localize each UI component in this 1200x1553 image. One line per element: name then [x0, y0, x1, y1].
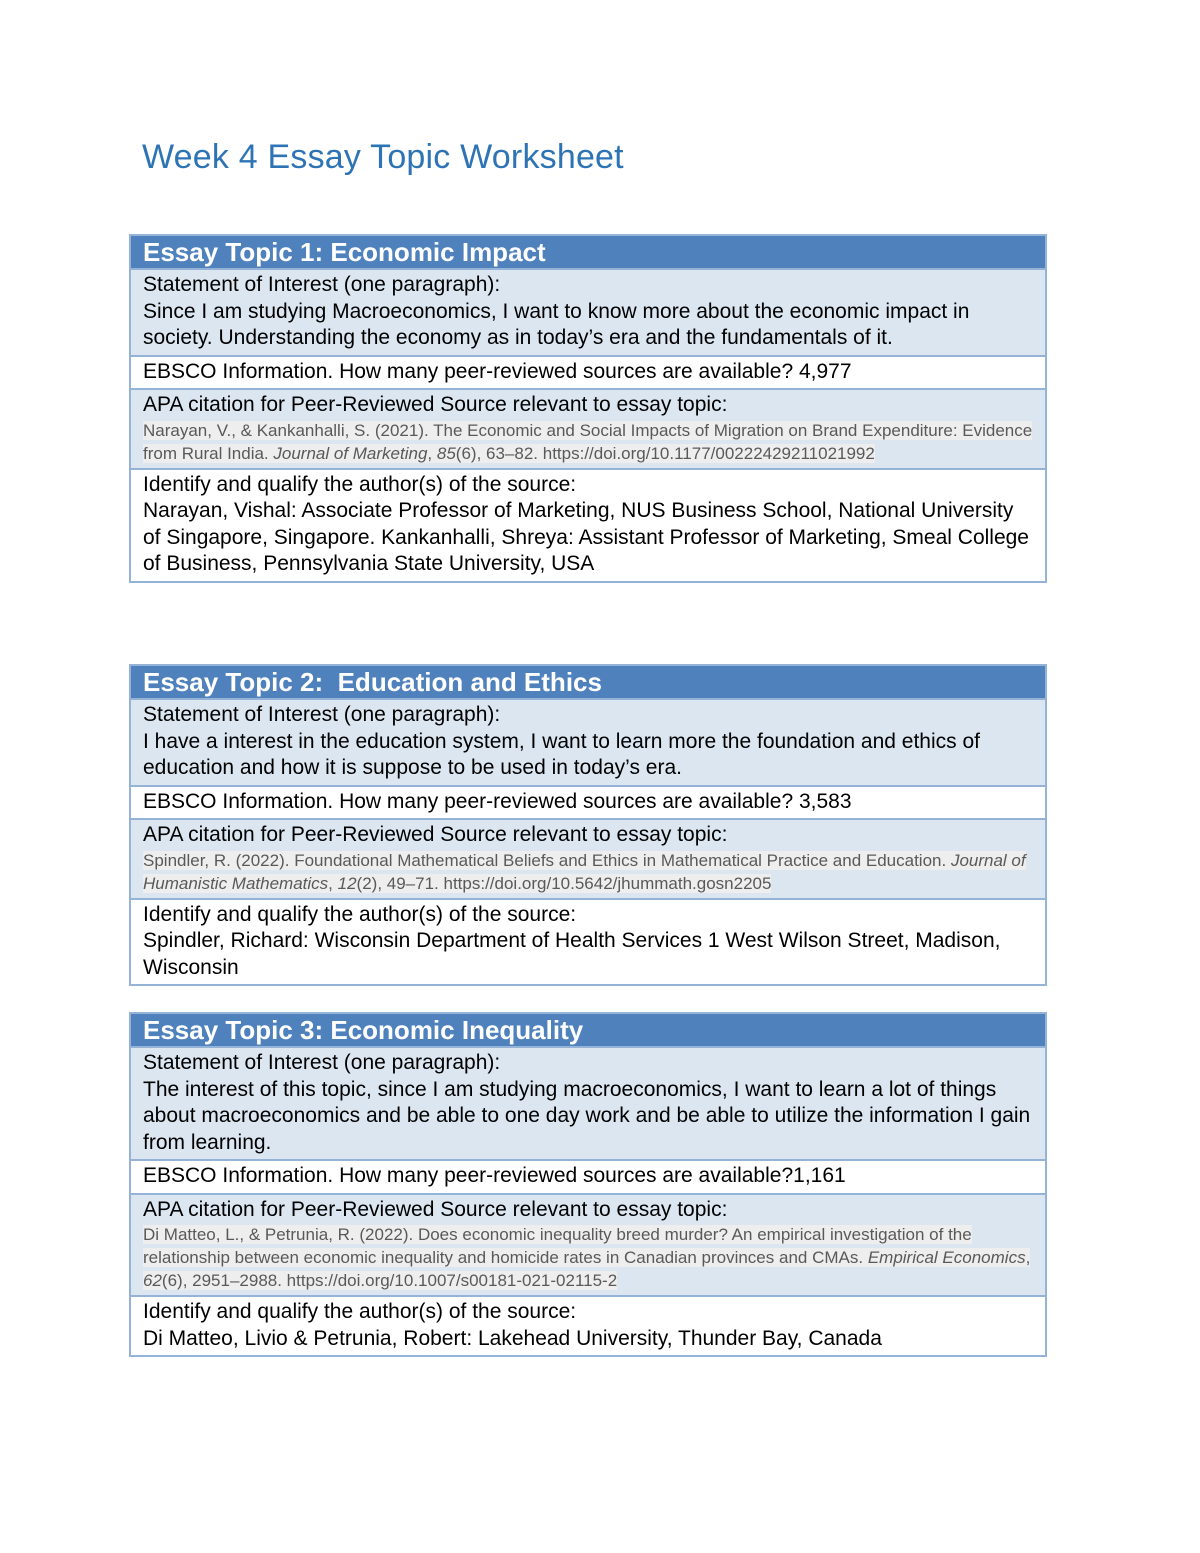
author-cell	[131, 898, 1045, 985]
topic-header: Essay Topic 3: Economic Inequality	[131, 1014, 1045, 1046]
ebsco-count: 1,161	[793, 1164, 846, 1187]
ebsco-label: EBSCO Information. How many peer-reviewed sources are available?	[143, 789, 794, 813]
citation-volume: 62	[143, 1271, 162, 1290]
essay-topic-3-table	[129, 1012, 1047, 1357]
apa-citation	[143, 1223, 1033, 1292]
ebsco-count: 3,583	[793, 789, 852, 813]
author-cell	[131, 1295, 1045, 1355]
statement-label: Statement of Interest (one paragraph):	[143, 1051, 501, 1074]
author-text: Di Matteo, Livio & Petrunia, Robert: Lakehead University, Thunder Bay, Canada	[143, 1326, 882, 1350]
apa-citation	[143, 849, 1033, 895]
author-label: Identify and qualify the author(s) of the source:	[143, 1300, 577, 1323]
author-text: Spindler, Richard: Wisconsin Department of Health Services 1 West Wilson Street, Madison, Wisconsin	[143, 929, 1001, 979]
statement-text: Since I am studying Macroeconomics, I want to know more about the economic impact in society. Understanding the economy as in today’s era and the fundamentals of it.	[143, 299, 970, 349]
citation-separator: ,	[427, 443, 437, 463]
author-text: Narayan, Vishal: Associate Professor of Marketing, NUS Business School, National University of Singapore, Singapore. Kankanhalli, Shreya: Assistant Professor of Marketing, Smeal College of Business, Pennsylvania State University, USA	[143, 499, 1029, 575]
apa-label: APA citation for Peer-Reviewed Source relevant to essay topic:	[143, 823, 728, 846]
citation-text: Narayan, V., & Kankanhalli, S. (2021). The Economic and Social Impacts of Migration on Brand Expenditure: Evidence from Rural India.	[143, 420, 1033, 463]
apa-label: APA citation for Peer-Reviewed Source relevant to essay topic:	[143, 1197, 728, 1221]
citation-separator: ,	[1025, 1248, 1031, 1267]
citation-pages-doi: (6), 63–82. https://doi.org/10.1177/00222429211021992	[455, 443, 875, 463]
ebsco-info-cell	[131, 785, 1045, 819]
citation-volume: 85	[436, 443, 456, 463]
topic-header: Essay Topic 2: Education and Ethics	[131, 666, 1045, 698]
statement-of-interest-cell	[131, 268, 1045, 355]
ebsco-count: 4,977	[793, 359, 852, 383]
statement-of-interest-cell	[131, 1046, 1045, 1159]
statement-label: Statement of Interest (one paragraph):	[143, 703, 501, 726]
apa-citation	[143, 419, 1033, 465]
author-cell	[131, 468, 1045, 581]
citation-pages-doi: (2), 49–71. https://doi.org/10.5642/jhummath.gosn2205	[356, 873, 772, 893]
citation-journal: Journal of Marketing	[273, 443, 428, 463]
citation-text: Spindler, R. (2022). Foundational Mathematical Beliefs and Ethics in Mathematical Practice and Education.	[143, 850, 951, 870]
ebsco-label: EBSCO Information. How many peer-reviewed sources are available?	[143, 359, 794, 383]
apa-citation-cell	[131, 1193, 1045, 1296]
apa-label: APA citation for Peer-Reviewed Source relevant to essay topic:	[143, 393, 728, 416]
ebsco-info-cell	[131, 1159, 1045, 1193]
ebsco-info-cell	[131, 355, 1045, 389]
citation-journal: Empirical Economics	[867, 1248, 1026, 1267]
citation-text: Di Matteo, L., & Petrunia, R. (2022). Does economic inequality breed murder? An empirical investigation of the relationship between economic inequality and homicide rates in Canadian provinces and CMAs.	[143, 1225, 972, 1267]
statement-of-interest-cell	[131, 698, 1045, 785]
author-label: Identify and qualify the author(s) of the source:	[143, 902, 577, 926]
author-label: Identify and qualify the author(s) of the source:	[143, 472, 577, 496]
citation-journal: Journal of Humanistic Mathematics	[143, 850, 1026, 893]
ebsco-label: EBSCO Information. How many peer-reviewed sources are available?	[143, 1164, 794, 1187]
apa-citation-cell	[131, 818, 1045, 898]
page-title: Week 4 Essay Topic Worksheet	[142, 138, 624, 176]
essay-topic-1-table	[129, 234, 1047, 583]
citation-volume: 12	[337, 873, 357, 893]
topic-header: Essay Topic 1: Economic Impact	[131, 236, 1045, 268]
citation-separator: ,	[328, 873, 338, 893]
apa-citation-cell	[131, 388, 1045, 468]
citation-pages-doi: (6), 2951–2988. https://doi.org/10.1007/s00181-021-02115-2	[161, 1271, 618, 1290]
statement-label: Statement of Interest (one paragraph):	[143, 273, 501, 296]
essay-topic-2-table	[129, 664, 1047, 986]
statement-text: The interest of this topic, since I am studying macroeconomics, I want to learn a lot of things about macroeconomics and be able to one day work and be able to utilize the information I gain from learning.	[143, 1077, 1031, 1154]
statement-text: I have a interest in the education system, I want to learn more the foundation and ethics of education and how it is suppose to be used in today’s era.	[143, 729, 980, 779]
